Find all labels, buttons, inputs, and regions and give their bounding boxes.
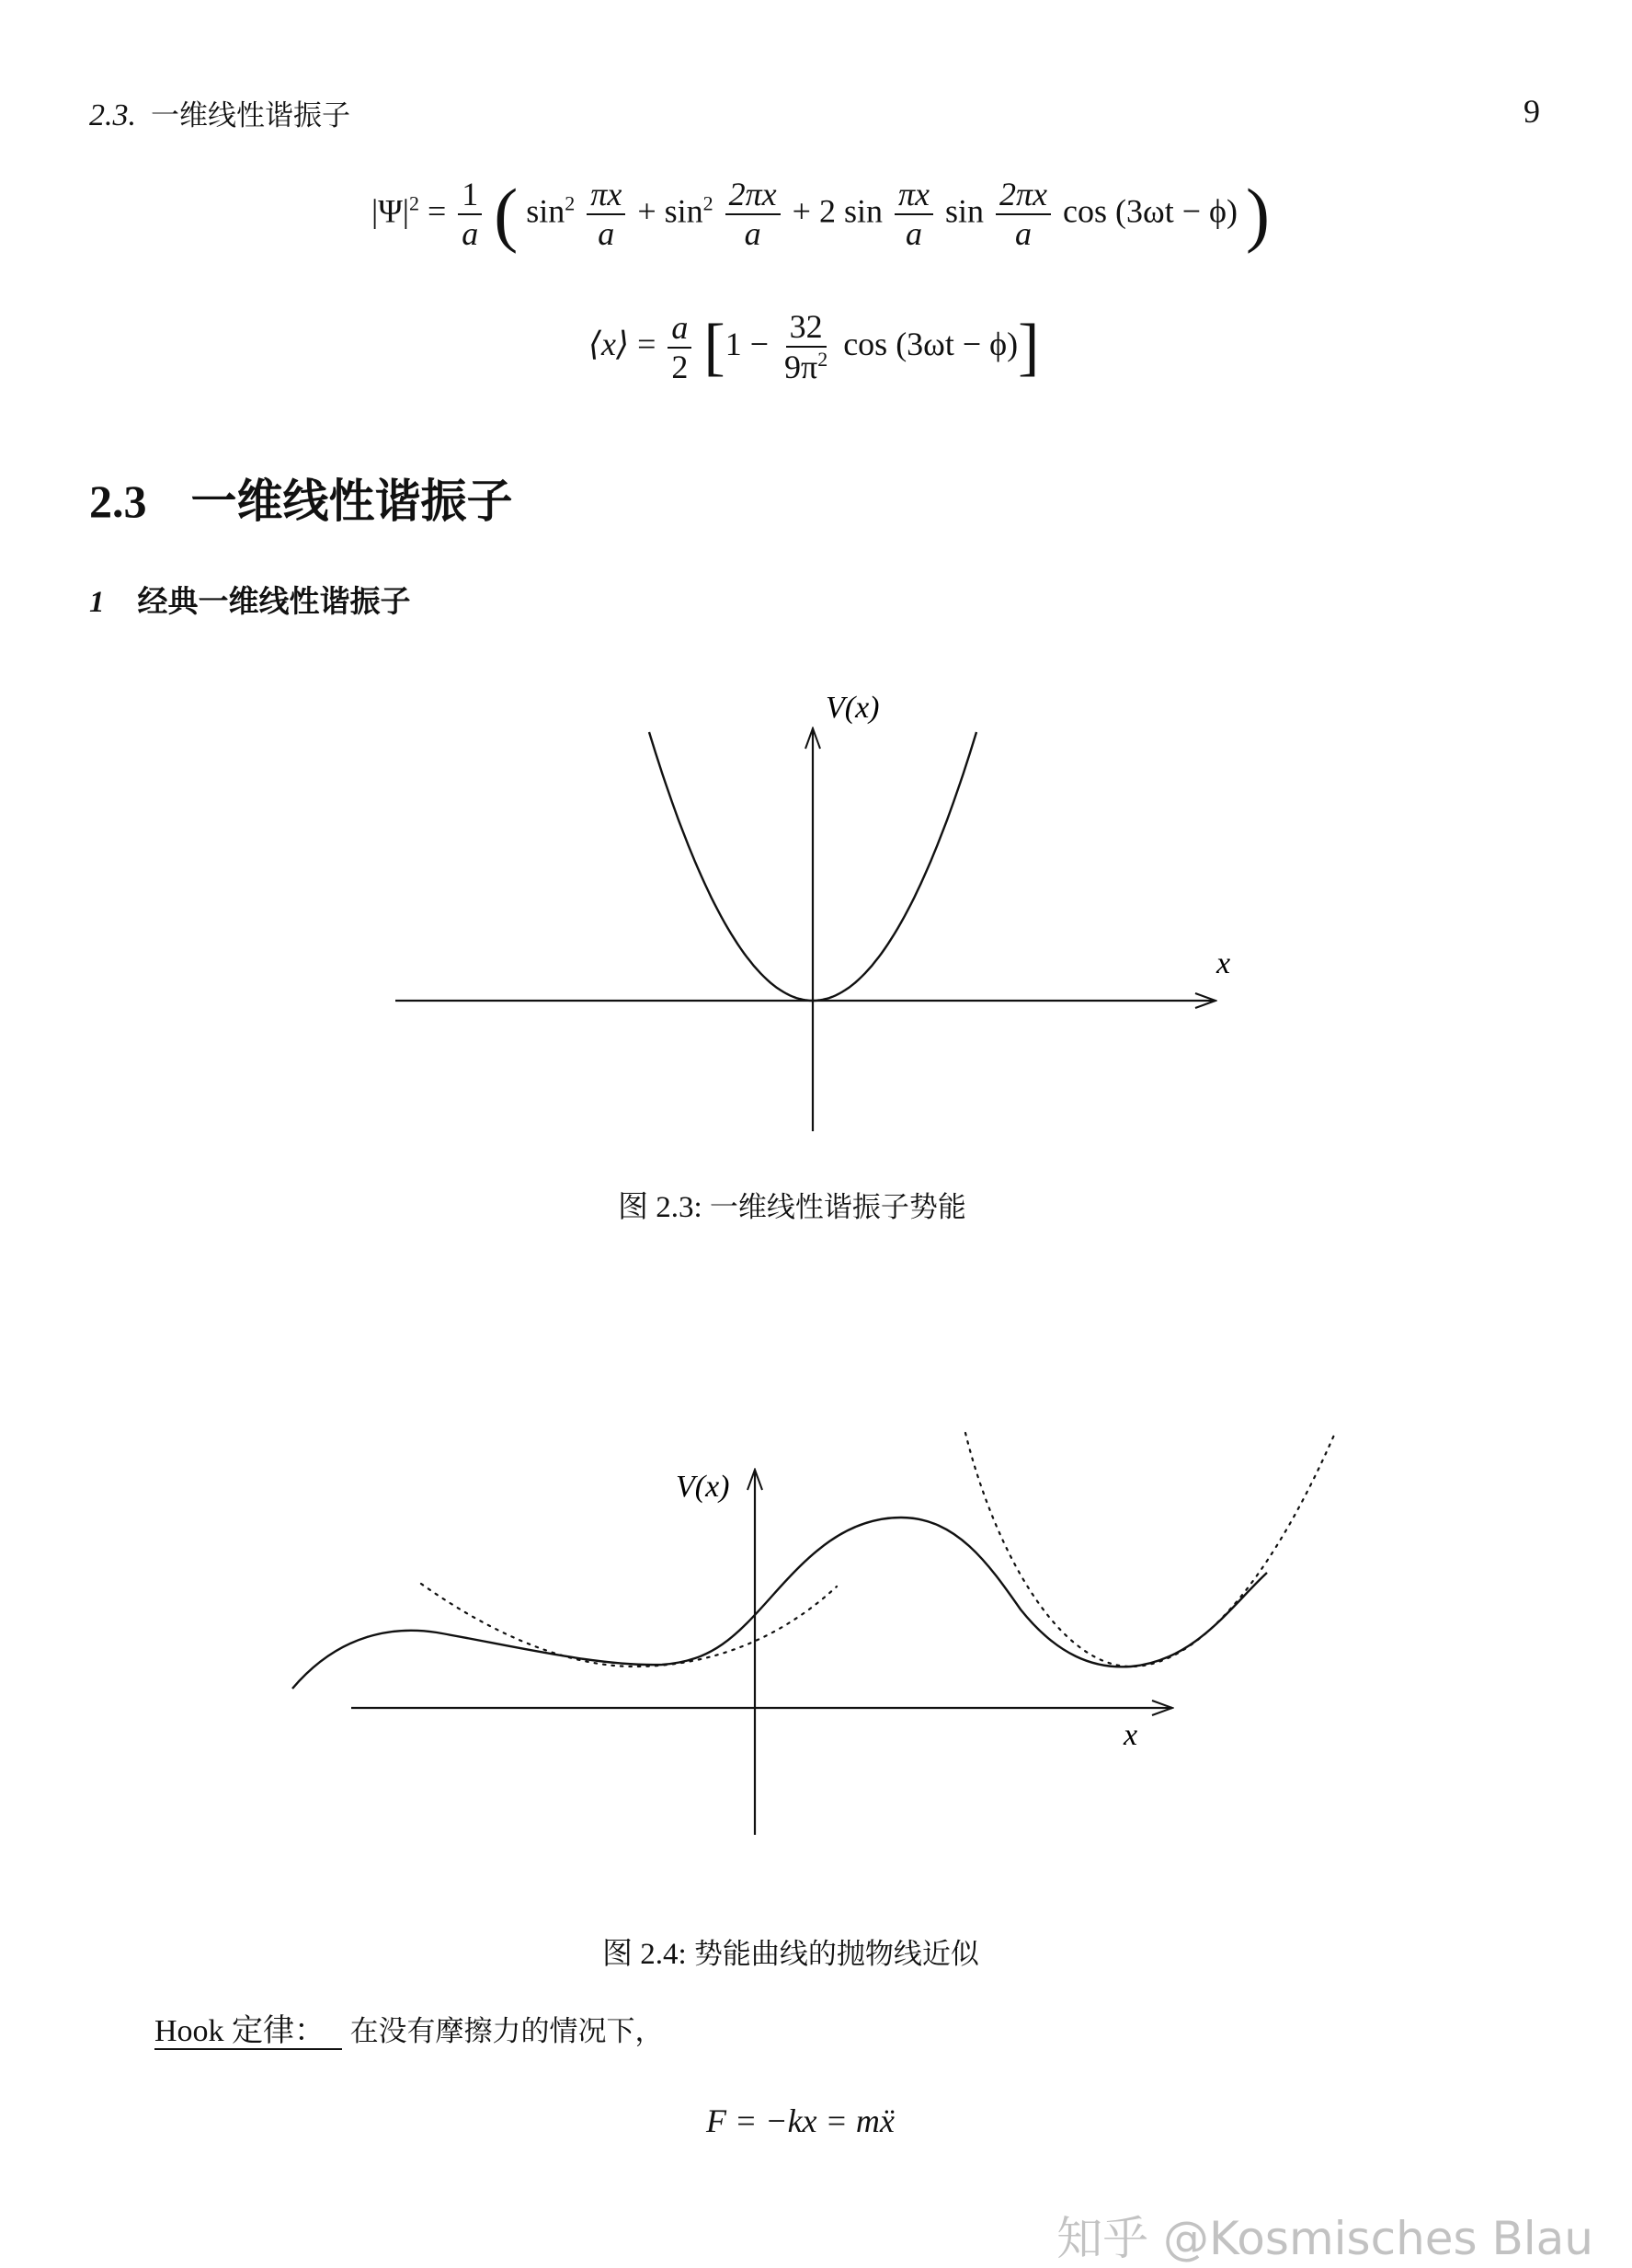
figure-2-3 [395, 691, 1230, 1131]
eq1-cos: cos (3ωt − ϕ) [1063, 192, 1238, 230]
eq2-coefficient: $\frac{32}{9\pi^2}$ [784, 308, 828, 386]
eq2-one-minus: 1 − [725, 326, 770, 363]
eq1-term4: $\frac{2\pi x}{a}$ [996, 176, 1051, 254]
eq1-term1: $\frac{\pi x}{a}$ [587, 176, 625, 254]
eq1-sin-d: sin [945, 192, 985, 230]
fig2-parabola-left [421, 1584, 837, 1667]
eq2-prefactor: $\frac{a}{2}$ [668, 309, 691, 387]
section-title: 一维线性谐振子 [190, 475, 513, 528]
fig1-caption-prefix: 图 2.3: [618, 1191, 702, 1224]
fig2-potential-curve [292, 1518, 1267, 1689]
eq2-lhs: ⟨x⟩ [588, 326, 630, 363]
section-number: 2.3 [89, 475, 147, 527]
eq2-cos: cos (3ωt − ϕ) [843, 326, 1019, 363]
fig2-parabola-right [965, 1433, 1335, 1667]
fig2-caption-prefix: 图 2.4: [602, 1938, 687, 1971]
eq2-equals: = [637, 326, 656, 363]
eq1-sin-a: sin [526, 192, 565, 230]
hooke-paragraph [154, 2005, 664, 2050]
figure-2-3-caption [618, 1183, 966, 1226]
eq2-open-bracket: [ [703, 311, 725, 383]
eq1-lhs: |Ψ| [371, 192, 409, 230]
hooke-term: Hook 定律： [154, 2014, 342, 2050]
fig1-y-label: V(x) [826, 691, 880, 725]
equation-hooke: F = −kx = mẍ [706, 2102, 895, 2139]
eq1-open-paren: ( [494, 174, 519, 254]
eq1-term3: $\frac{\pi x}{a}$ [895, 176, 933, 254]
fig2-y-label: V(x) [676, 1470, 730, 1504]
eq1-sin-c: sin [843, 192, 883, 230]
eq1-sin-b: sin [664, 192, 703, 230]
subsection-title: 经典一维线性谐振子 [137, 583, 411, 619]
eq1-prefactor: $\frac{1}{a}$ [458, 176, 482, 254]
eq1-plus-two: + 2 [792, 192, 836, 230]
eq1-term2: $\frac{2\pi x}{a}$ [725, 176, 781, 254]
running-header-number: 2.3. [89, 98, 136, 132]
figure-2-4-caption [602, 1930, 979, 1973]
fig2-caption-text: 势能曲线的抛物线近似 [693, 1938, 979, 1971]
eq1-equals: = [427, 192, 447, 230]
subsection-number: 1 [89, 586, 105, 619]
eq1-lhs-power: 2 [408, 191, 419, 215]
page-number: 9 [1524, 93, 1540, 130]
eq1-close-paren: ) [1245, 174, 1270, 254]
running-header-title: 一维线性谐振子 [151, 99, 350, 132]
equation-psi-squared: $|\Psi|^2$ = $\frac{1}{a}$ ( $\sin^2$ $\frac{\pi x}{a}$ + $\sin^2$ $\frac{2\pi x}{a}$ + 2 sin $\frac{\pi x}{a}$ sin $\frac{2\pi x}{a}$ cos (3ωt − ϕ) ) [371, 174, 1270, 254]
eq2-close-bracket: ] [1018, 311, 1040, 383]
fig1-x-label: x [1216, 946, 1231, 980]
figure-2-4 [292, 1433, 1335, 1835]
fig1-caption-text: 一维线性谐振子势能 [709, 1191, 966, 1224]
eq1-plus: + [637, 192, 656, 230]
hooke-text: 在没有摩擦力的情况下， [349, 2015, 664, 2048]
fig2-x-label: x [1124, 1718, 1138, 1752]
watermark: 知乎 @Kosmisches Blau [1056, 2212, 1593, 2265]
